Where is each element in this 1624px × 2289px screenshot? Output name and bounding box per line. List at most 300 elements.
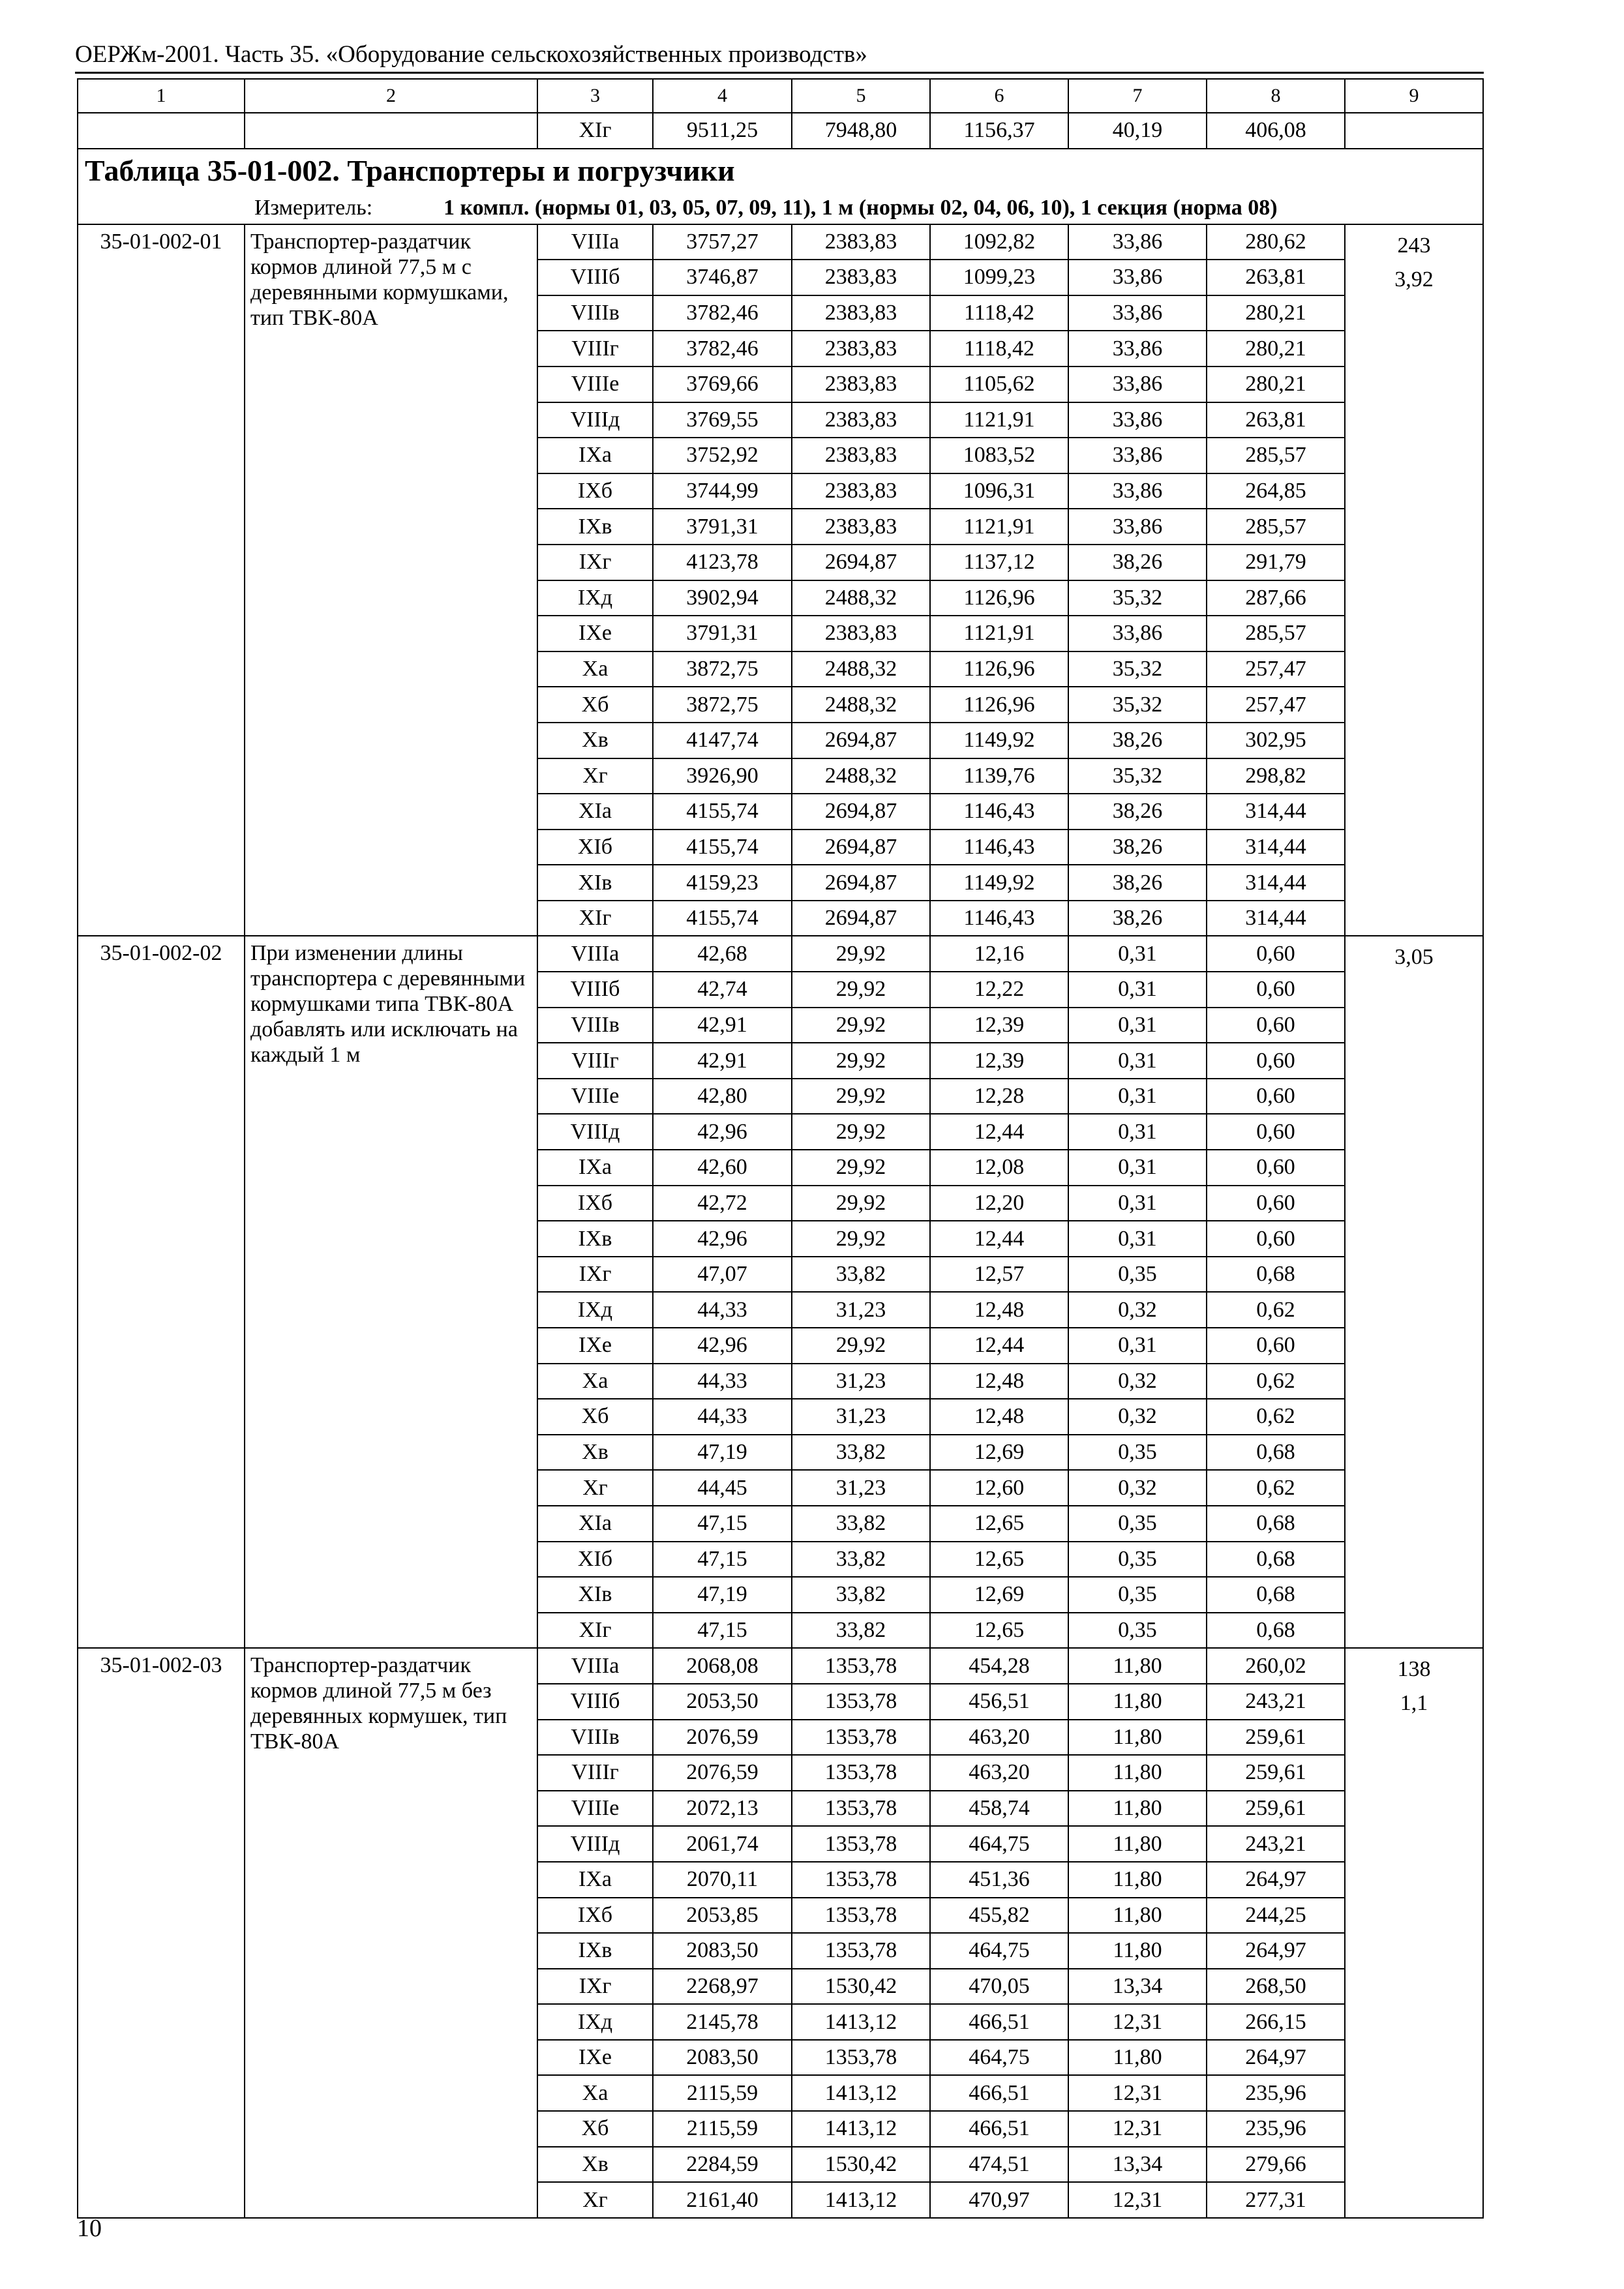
value-cell: 244,25 xyxy=(1207,1898,1345,1934)
value-cell: 1353,78 xyxy=(792,1648,930,1684)
value-cell: 243,21 xyxy=(1207,1826,1345,1862)
value-cell: 1413,12 xyxy=(792,2075,930,2111)
value-cell: 1118,42 xyxy=(930,295,1068,331)
value-cell: 42,96 xyxy=(653,1221,792,1257)
value-cell: 264,97 xyxy=(1207,1933,1345,1969)
value-cell: 0,62 xyxy=(1207,1292,1345,1328)
table-row xyxy=(78,936,1483,972)
value-cell: 3902,94 xyxy=(653,580,792,616)
value-cell: 42,91 xyxy=(653,1008,792,1043)
zone-cell: Xб xyxy=(537,2111,653,2147)
value-cell: 1121,91 xyxy=(930,402,1068,438)
zone-cell: VIIIб xyxy=(537,972,653,1008)
value-cell: 11,80 xyxy=(1068,1720,1207,1756)
value-cell: 35,32 xyxy=(1068,758,1207,794)
value-cell: 1083,52 xyxy=(930,438,1068,473)
value-cell: 33,86 xyxy=(1068,473,1207,509)
zone-cell: VIIIа xyxy=(537,936,653,972)
value-cell: 458,74 xyxy=(930,1791,1068,1827)
value-cell: 1353,78 xyxy=(792,1720,930,1756)
zone-cell: VIIIа xyxy=(537,224,653,260)
value-cell: 257,47 xyxy=(1207,687,1345,723)
value-cell: 33,82 xyxy=(792,1542,930,1578)
value-cell: 464,75 xyxy=(930,2040,1068,2076)
value-cell: 2694,87 xyxy=(792,794,930,830)
value-cell: 280,21 xyxy=(1207,367,1345,402)
value-cell: 1126,96 xyxy=(930,580,1068,616)
zone-cell: Xв xyxy=(537,723,653,758)
norm-name: Транспортер-раздатчик кормов длиной 77,5 м с деревянными кормушками, тип ТВК-80А xyxy=(245,224,537,936)
value-cell: 2488,32 xyxy=(792,687,930,723)
zone-cell: IXв xyxy=(537,1221,653,1257)
value-cell: 3746,87 xyxy=(653,260,792,295)
value-cell: 12,28 xyxy=(930,1079,1068,1115)
value-cell: 1096,31 xyxy=(930,473,1068,509)
norm-name: При изменении длины транспортера с деревянными кормушками типа ТВК-80А добавлять или исключать на каждый 1 м xyxy=(245,936,537,1648)
column-number: 4 xyxy=(653,79,792,113)
code-cell xyxy=(78,113,245,149)
value-cell: 3782,46 xyxy=(653,295,792,331)
value-cell: 0,31 xyxy=(1068,936,1207,972)
value-cell: 0,31 xyxy=(1068,1221,1207,1257)
zone-cell: VIIIг xyxy=(537,331,653,367)
zone-cell: VIIIд xyxy=(537,402,653,438)
value-cell: 11,80 xyxy=(1068,1933,1207,1969)
value-cell: 1353,78 xyxy=(792,1791,930,1827)
value-cell: 3752,92 xyxy=(653,438,792,473)
value-cell: 0,31 xyxy=(1068,1328,1207,1364)
value-cell: 44,33 xyxy=(653,1364,792,1399)
value-cell: 0,60 xyxy=(1207,1008,1345,1043)
zone-cell: VIIIб xyxy=(537,260,653,295)
value-cell: 31,23 xyxy=(792,1470,930,1506)
zone-cell: IXе xyxy=(537,616,653,651)
value-cell: 2383,83 xyxy=(792,616,930,651)
value-cell: 33,86 xyxy=(1068,509,1207,545)
value-cell: 42,60 xyxy=(653,1150,792,1186)
value-cell: 12,31 xyxy=(1068,2111,1207,2147)
value-cell: 2053,85 xyxy=(653,1898,792,1934)
zone-cell: XIг xyxy=(537,1613,653,1649)
value-cell: 2383,83 xyxy=(792,509,930,545)
value-cell: 2488,32 xyxy=(792,651,930,687)
value-cell: 4123,78 xyxy=(653,545,792,580)
value-cell: 1413,12 xyxy=(792,2004,930,2040)
value-cell: 1413,12 xyxy=(792,2111,930,2147)
value-cell: 7948,80 xyxy=(792,113,930,149)
zone-cell: Xа xyxy=(537,1364,653,1399)
value-cell: 3791,31 xyxy=(653,616,792,651)
table-row xyxy=(78,1648,1483,1684)
norm-code: 35-01-002-01 xyxy=(78,224,245,936)
value-cell: 38,26 xyxy=(1068,865,1207,901)
value-cell: 463,20 xyxy=(930,1755,1068,1791)
zone-cell: XIв xyxy=(537,1577,653,1613)
zone-cell: XIг xyxy=(537,901,653,936)
value-cell: 454,28 xyxy=(930,1648,1068,1684)
value-cell: 1413,12 xyxy=(792,2182,930,2218)
zone-cell: XIб xyxy=(537,1542,653,1578)
value-cell: 456,51 xyxy=(930,1684,1068,1720)
value-cell: 264,97 xyxy=(1207,1862,1345,1898)
zone-cell: VIIIв xyxy=(537,1008,653,1043)
value-cell: 47,19 xyxy=(653,1435,792,1471)
zone-cell: Xб xyxy=(537,1399,653,1435)
value-cell: 1118,42 xyxy=(930,331,1068,367)
value-cell: 31,23 xyxy=(792,1364,930,1399)
value-cell: 44,33 xyxy=(653,1399,792,1435)
value-cell: 11,80 xyxy=(1068,1755,1207,1791)
column-number: 1 xyxy=(78,79,245,113)
value-cell: 42,72 xyxy=(653,1186,792,1221)
value-cell: 2694,87 xyxy=(792,723,930,758)
value-cell: 2115,59 xyxy=(653,2075,792,2111)
value-cell: 463,20 xyxy=(930,1720,1068,1756)
value-cell: 13,34 xyxy=(1068,2147,1207,2183)
value-cell: 466,51 xyxy=(930,2075,1068,2111)
value-cell: 0,31 xyxy=(1068,972,1207,1008)
value-cell: 1530,42 xyxy=(792,1969,930,2005)
value-cell: 12,16 xyxy=(930,936,1068,972)
value-cell: 0,68 xyxy=(1207,1257,1345,1293)
extra-cell xyxy=(1345,1648,1483,2218)
value-cell: 314,44 xyxy=(1207,865,1345,901)
column-number: 9 xyxy=(1345,79,1483,113)
zone-cell: Xа xyxy=(537,2075,653,2111)
value-cell: 0,35 xyxy=(1068,1542,1207,1578)
value-cell: 42,96 xyxy=(653,1114,792,1150)
value-cell: 12,48 xyxy=(930,1399,1068,1435)
value-cell: 38,26 xyxy=(1068,545,1207,580)
zone-cell: IXб xyxy=(537,1898,653,1934)
value-cell: 1139,76 xyxy=(930,758,1068,794)
value-cell: 2145,78 xyxy=(653,2004,792,2040)
value-cell: 33,86 xyxy=(1068,260,1207,295)
value-cell: 31,23 xyxy=(792,1399,930,1435)
value-cell: 12,48 xyxy=(930,1364,1068,1399)
value-cell: 1353,78 xyxy=(792,1898,930,1934)
value-cell: 3769,55 xyxy=(653,402,792,438)
value-cell: 33,86 xyxy=(1068,367,1207,402)
value-cell: 33,82 xyxy=(792,1577,930,1613)
value-cell: 12,39 xyxy=(930,1008,1068,1043)
zone-cell: VIIIе xyxy=(537,367,653,402)
value-cell: 1092,82 xyxy=(930,224,1068,260)
value-cell: 285,57 xyxy=(1207,509,1345,545)
value-cell: 0,31 xyxy=(1068,1114,1207,1150)
value-cell: 3926,90 xyxy=(653,758,792,794)
measure-label: Измеритель: xyxy=(254,195,373,220)
zone-cell: VIIIв xyxy=(537,295,653,331)
value-cell: 12,65 xyxy=(930,1506,1068,1542)
value-cell: 35,32 xyxy=(1068,651,1207,687)
value-cell: 0,32 xyxy=(1068,1292,1207,1328)
value-cell: 0,32 xyxy=(1068,1470,1207,1506)
value-cell: 474,51 xyxy=(930,2147,1068,2183)
value-cell: 0,35 xyxy=(1068,1506,1207,1542)
table-title-row xyxy=(78,149,1483,192)
value-cell: 3744,99 xyxy=(653,473,792,509)
value-cell: 277,31 xyxy=(1207,2182,1345,2218)
zone-cell: XIв xyxy=(537,865,653,901)
value-cell: 291,79 xyxy=(1207,545,1345,580)
value-cell: 2053,50 xyxy=(653,1684,792,1720)
value-cell: 12,69 xyxy=(930,1435,1068,1471)
value-cell: 280,21 xyxy=(1207,331,1345,367)
value-cell: 259,61 xyxy=(1207,1755,1345,1791)
value-cell: 42,68 xyxy=(653,936,792,972)
extra-cell xyxy=(1345,113,1483,149)
value-cell: 0,68 xyxy=(1207,1613,1345,1649)
zone-cell: Xг xyxy=(537,2182,653,2218)
value-cell: 44,33 xyxy=(653,1292,792,1328)
value-cell: 2268,97 xyxy=(653,1969,792,2005)
value-cell: 0,31 xyxy=(1068,1186,1207,1221)
value-cell: 29,92 xyxy=(792,1328,930,1364)
value-cell: 287,66 xyxy=(1207,580,1345,616)
value-cell: 33,86 xyxy=(1068,224,1207,260)
value-cell: 29,92 xyxy=(792,1008,930,1043)
value-cell: 266,15 xyxy=(1207,2004,1345,2040)
value-cell: 1149,92 xyxy=(930,865,1068,901)
value-cell: 0,60 xyxy=(1207,1328,1345,1364)
value-cell: 235,96 xyxy=(1207,2111,1345,2147)
value-cell: 2161,40 xyxy=(653,2182,792,2218)
value-cell: 2694,87 xyxy=(792,901,930,936)
previous-table-row xyxy=(78,113,1483,149)
value-cell: 466,51 xyxy=(930,2111,1068,2147)
column-number: 7 xyxy=(1068,79,1207,113)
value-cell: 259,61 xyxy=(1207,1791,1345,1827)
value-cell: 12,31 xyxy=(1068,2075,1207,2111)
value-cell: 314,44 xyxy=(1207,794,1345,830)
value-cell: 0,60 xyxy=(1207,1079,1345,1115)
value-cell: 12,20 xyxy=(930,1186,1068,1221)
value-cell: 3782,46 xyxy=(653,331,792,367)
value-cell: 33,82 xyxy=(792,1435,930,1471)
extra-value: 3,92 xyxy=(1394,267,1434,292)
value-cell: 29,92 xyxy=(792,1043,930,1079)
zone-cell: VIIIг xyxy=(537,1755,653,1791)
zone-cell: IXа xyxy=(537,1150,653,1186)
value-cell: 2383,83 xyxy=(792,224,930,260)
value-cell: 470,05 xyxy=(930,1969,1068,2005)
zone-cell: VIIIа xyxy=(537,1648,653,1684)
value-cell: 3769,66 xyxy=(653,367,792,402)
value-cell: 314,44 xyxy=(1207,901,1345,936)
value-cell: 12,44 xyxy=(930,1328,1068,1364)
value-cell: 264,97 xyxy=(1207,2040,1345,2076)
value-cell: 12,48 xyxy=(930,1292,1068,1328)
measure-value: 1 компл. (нормы 01, 03, 05, 07, 09, 11), 1 м (нормы 02, 04, 06, 10), 1 секция (норма 08) xyxy=(444,195,1278,220)
value-cell: 470,97 xyxy=(930,2182,1068,2218)
extra-value: 3,05 xyxy=(1394,945,1434,970)
value-cell: 2115,59 xyxy=(653,2111,792,2147)
value-cell: 0,60 xyxy=(1207,1043,1345,1079)
zone-cell: Xг xyxy=(537,758,653,794)
value-cell: 11,80 xyxy=(1068,1898,1207,1934)
zone-cell: VIIIб xyxy=(537,1684,653,1720)
value-cell: 2076,59 xyxy=(653,1720,792,1756)
value-cell: 1126,96 xyxy=(930,687,1068,723)
norm-code: 35-01-002-03 xyxy=(78,1648,245,2218)
zone-cell: XIб xyxy=(537,830,653,865)
value-cell: 0,60 xyxy=(1207,972,1345,1008)
zone-cell: IXе xyxy=(537,1328,653,1364)
extra-value: 138 xyxy=(1397,1657,1431,1682)
value-cell: 280,21 xyxy=(1207,295,1345,331)
norm-code: 35-01-002-02 xyxy=(78,936,245,1648)
value-cell: 35,32 xyxy=(1068,580,1207,616)
value-cell: 243,21 xyxy=(1207,1684,1345,1720)
value-cell: 47,15 xyxy=(653,1613,792,1649)
column-number: 6 xyxy=(930,79,1068,113)
value-cell: 38,26 xyxy=(1068,723,1207,758)
value-cell: 33,82 xyxy=(792,1506,930,1542)
value-cell: 0,32 xyxy=(1068,1364,1207,1399)
value-cell: 0,60 xyxy=(1207,1150,1345,1186)
value-cell: 464,75 xyxy=(930,1933,1068,1969)
value-cell: 11,80 xyxy=(1068,2040,1207,2076)
value-cell: 1353,78 xyxy=(792,1862,930,1898)
value-cell: 4147,74 xyxy=(653,723,792,758)
value-cell: 2076,59 xyxy=(653,1755,792,1791)
value-cell: 285,57 xyxy=(1207,438,1345,473)
value-cell: 13,34 xyxy=(1068,1969,1207,2005)
value-cell: 1353,78 xyxy=(792,1755,930,1791)
value-cell: 3757,27 xyxy=(653,224,792,260)
value-cell: 12,69 xyxy=(930,1577,1068,1613)
value-cell: 1353,78 xyxy=(792,1684,930,1720)
value-cell: 38,26 xyxy=(1068,794,1207,830)
value-cell: 2383,83 xyxy=(792,473,930,509)
value-cell: 11,80 xyxy=(1068,1684,1207,1720)
value-cell: 12,22 xyxy=(930,972,1068,1008)
zone-cell: Xв xyxy=(537,1435,653,1471)
value-cell: 285,57 xyxy=(1207,616,1345,651)
value-cell: 12,65 xyxy=(930,1613,1068,1649)
value-cell: 1156,37 xyxy=(930,113,1068,149)
value-cell: 1126,96 xyxy=(930,651,1068,687)
zone-cell: XIг xyxy=(537,113,653,149)
value-cell: 2383,83 xyxy=(792,402,930,438)
value-cell: 280,62 xyxy=(1207,224,1345,260)
value-cell: 451,36 xyxy=(930,1862,1068,1898)
value-cell: 47,19 xyxy=(653,1577,792,1613)
value-cell: 29,92 xyxy=(792,1186,930,1221)
zone-cell: IXд xyxy=(537,1292,653,1328)
value-cell: 1146,43 xyxy=(930,794,1068,830)
zone-cell: IXд xyxy=(537,580,653,616)
value-cell: 0,31 xyxy=(1068,1008,1207,1043)
value-cell: 1146,43 xyxy=(930,901,1068,936)
column-number: 3 xyxy=(537,79,653,113)
value-cell: 12,60 xyxy=(930,1470,1068,1506)
value-cell: 9511,25 xyxy=(653,113,792,149)
value-cell: 0,60 xyxy=(1207,936,1345,972)
value-cell: 1121,91 xyxy=(930,509,1068,545)
zone-cell: VIIIв xyxy=(537,1720,653,1756)
value-cell: 2488,32 xyxy=(792,580,930,616)
value-cell: 1146,43 xyxy=(930,830,1068,865)
norm-name: Транспортер-раздатчик кормов длиной 77,5 м без деревянных кормушек, тип ТВК-80А xyxy=(245,1648,537,2218)
value-cell: 11,80 xyxy=(1068,1791,1207,1827)
value-cell: 0,68 xyxy=(1207,1435,1345,1471)
value-cell: 2061,74 xyxy=(653,1826,792,1862)
value-cell: 2383,83 xyxy=(792,367,930,402)
measure-cell xyxy=(78,192,1483,224)
page-number: 10 xyxy=(77,2215,102,2242)
value-cell: 298,82 xyxy=(1207,758,1345,794)
name-cell xyxy=(245,113,537,149)
document-header: ОЕРЖм-2001. Часть 35. «Оборудование сельскохозяйственных производств» xyxy=(75,41,867,68)
value-cell: 0,60 xyxy=(1207,1186,1345,1221)
zone-cell: Xв xyxy=(537,2147,653,2183)
value-cell: 2383,83 xyxy=(792,331,930,367)
value-cell: 11,80 xyxy=(1068,1826,1207,1862)
value-cell: 0,35 xyxy=(1068,1257,1207,1293)
value-cell: 29,92 xyxy=(792,1221,930,1257)
value-cell: 0,35 xyxy=(1068,1613,1207,1649)
value-cell: 29,92 xyxy=(792,936,930,972)
zone-cell: Xг xyxy=(537,1470,653,1506)
value-cell: 42,96 xyxy=(653,1328,792,1364)
value-cell: 0,60 xyxy=(1207,1114,1345,1150)
value-cell: 406,08 xyxy=(1207,113,1345,149)
header-rule xyxy=(75,72,1484,74)
extra-cell xyxy=(1345,224,1483,936)
value-cell: 2083,50 xyxy=(653,1933,792,1969)
zone-cell: Xа xyxy=(537,651,653,687)
value-cell: 263,81 xyxy=(1207,402,1345,438)
value-cell: 38,26 xyxy=(1068,830,1207,865)
value-cell: 1105,62 xyxy=(930,367,1068,402)
table-row xyxy=(78,224,1483,260)
value-cell: 257,47 xyxy=(1207,651,1345,687)
value-cell: 29,92 xyxy=(792,1079,930,1115)
zone-cell: IXб xyxy=(537,1186,653,1221)
value-cell: 260,02 xyxy=(1207,1648,1345,1684)
column-number: 8 xyxy=(1207,79,1345,113)
zone-cell: IXг xyxy=(537,1969,653,2005)
zone-cell: XIа xyxy=(537,794,653,830)
value-cell: 31,23 xyxy=(792,1292,930,1328)
value-cell: 42,91 xyxy=(653,1043,792,1079)
value-cell: 33,86 xyxy=(1068,402,1207,438)
extra-value: 243 xyxy=(1397,233,1431,258)
value-cell: 44,45 xyxy=(653,1470,792,1506)
value-cell: 466,51 xyxy=(930,2004,1068,2040)
value-cell: 0,68 xyxy=(1207,1577,1345,1613)
value-cell: 4159,23 xyxy=(653,865,792,901)
zone-cell: VIIIд xyxy=(537,1826,653,1862)
value-cell: 33,82 xyxy=(792,1613,930,1649)
value-cell: 38,26 xyxy=(1068,901,1207,936)
value-cell: 0,35 xyxy=(1068,1577,1207,1613)
zone-cell: IXв xyxy=(537,509,653,545)
norms-table xyxy=(77,78,1484,2219)
value-cell: 47,15 xyxy=(653,1506,792,1542)
value-cell: 0,31 xyxy=(1068,1043,1207,1079)
value-cell: 33,86 xyxy=(1068,295,1207,331)
zone-cell: VIIIе xyxy=(537,1791,653,1827)
value-cell: 29,92 xyxy=(792,1150,930,1186)
zone-cell: Xб xyxy=(537,687,653,723)
value-cell: 29,92 xyxy=(792,1114,930,1150)
value-cell: 2284,59 xyxy=(653,2147,792,2183)
value-cell: 2383,83 xyxy=(792,438,930,473)
value-cell: 2694,87 xyxy=(792,545,930,580)
